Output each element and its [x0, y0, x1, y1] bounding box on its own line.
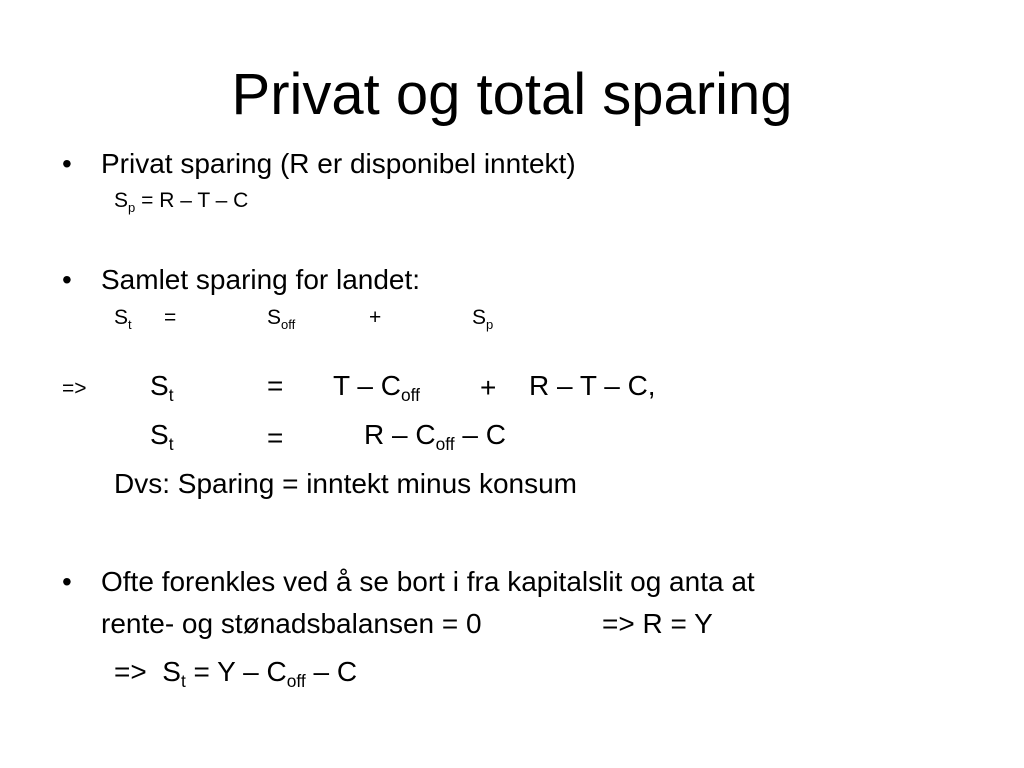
derivation-1-public-part: T – $C_{off}$ [333, 370, 420, 406]
bullet-1-text: Privat sparing (R er disponibel inntekt) [101, 148, 576, 179]
derivation-1-private-part: R – T – C, [529, 370, 656, 401]
final-equation: => $S_t = Y - C_{off} - C$ [114, 656, 358, 692]
equation-rest: = R – T – C [135, 189, 249, 212]
bullet-3-implication [602, 610, 713, 638]
bullet-3-line-2: rente- og stønadsbalansen = 0 [101, 608, 482, 639]
bullet-2-dot: • [62, 264, 72, 295]
bullet-1-dot: • [62, 148, 72, 179]
total-saving-equals: = [164, 306, 177, 329]
bullet-3-dot: • [62, 566, 72, 597]
implies-arrow: => [62, 377, 87, 400]
private-saving-equation [114, 189, 249, 215]
interpretation-line: Dvs: Sparing = inntekt minus konsum [114, 468, 577, 499]
derivation-2-st: $S_t$ [150, 419, 174, 455]
derivation-2-equals: = [267, 422, 284, 453]
symbol-s: S [114, 189, 129, 212]
derivation-1-st: $S_t$ [150, 370, 174, 406]
slide-title: Privat og total sparing [231, 62, 793, 127]
total-saving-st: $S_t$ [114, 306, 132, 332]
derivation-1-plus: + [480, 372, 497, 403]
bullet-3-line-1: Ofte forenkles ved å se bort i fra kapitalslit og anta at [101, 566, 755, 597]
subscript: p [128, 199, 136, 215]
total-saving-soff: $S_{off}$ [267, 306, 296, 332]
derivation-2-result: R – $C_{off}$ – C [364, 419, 506, 455]
bullet-2-text: Samlet sparing for landet: [101, 264, 421, 295]
total-saving-plus: + [369, 306, 382, 329]
derivation-1-equals: = [267, 370, 284, 401]
implies-small: => R = Y [602, 608, 713, 639]
total-saving-sp: $S_p$ [472, 306, 494, 332]
